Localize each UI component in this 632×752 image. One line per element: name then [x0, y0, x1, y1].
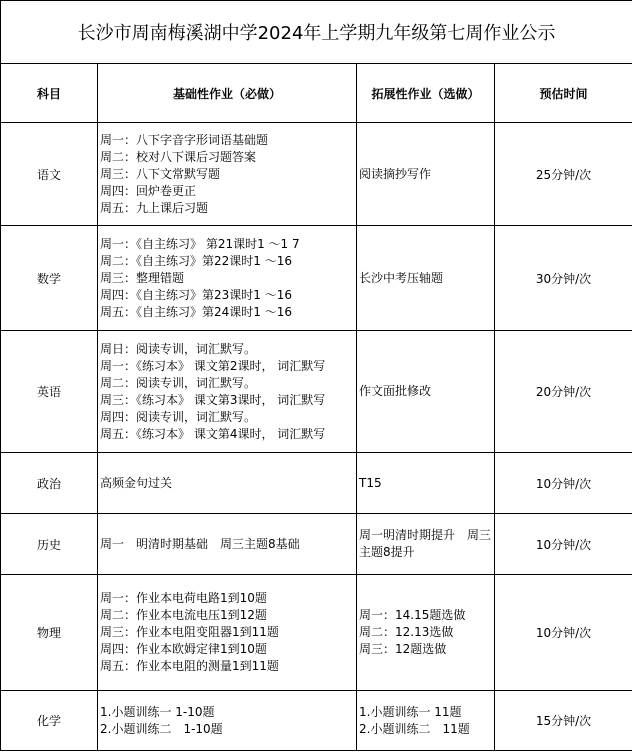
extended-cell: [357, 575, 495, 691]
subject-cell: 英语: [1, 331, 98, 453]
basic-line: 周一：八下字音字形词语基础题: [100, 132, 269, 147]
basic-line: 周三：整理错题: [100, 270, 185, 285]
extended-line: 周二：12.13选做: [359, 625, 454, 639]
basic-line: 周三：作业本电阻变阻器1到11题: [100, 625, 279, 639]
basic-line: 周二：校对八下课后习题答案: [100, 149, 257, 164]
basic-cell: [98, 453, 357, 514]
basic-line: 1.小题训练一 1-10题: [100, 704, 215, 719]
extended-line: 2.小题训练二 11题: [359, 721, 470, 736]
table-row: [1, 123, 632, 226]
header-extended: 拓展性作业（选做）: [357, 64, 495, 123]
basic-cell: [98, 514, 357, 575]
extended-cell: [357, 453, 495, 514]
basic-line: 2.小题训练二 1-10题: [100, 721, 223, 736]
extended-cell: [357, 691, 495, 751]
extended-cell: [357, 514, 495, 575]
table-row: [1, 691, 632, 751]
page-title: 长沙市周南梅溪湖中学2024年上学期九年级第七周作业公示: [1, 1, 632, 64]
basic-line: 周二：阅读专训，词汇默写。: [100, 375, 257, 390]
table-row: [1, 575, 632, 691]
subject-cell: 化学: [1, 691, 98, 751]
basic-line: 周日：阅读专训，词汇默写。: [100, 341, 257, 356]
basic-line: 周一：《练习本》 课文第2课时， 词汇默写: [100, 358, 326, 373]
basic-line: 周一 明清时期基础 周三主题8基础: [100, 536, 300, 551]
time-cell: 30分钟/次: [495, 226, 632, 331]
subject-cell: 数学: [1, 226, 98, 331]
basic-cell: [98, 575, 357, 691]
subject-cell: 历史: [1, 514, 98, 575]
header-basic: 基础性作业（必做）: [98, 64, 357, 123]
table-row: [1, 331, 632, 453]
basic-line: 周五：作业本电阻的测量1到11题: [100, 659, 279, 673]
basic-cell: [98, 123, 357, 226]
basic-cell: [98, 691, 357, 751]
subject-cell: 物理: [1, 575, 98, 691]
extended-line: 作文面批修改: [359, 384, 432, 398]
basic-line: 周二：《自主练习》第22课时1 ～16: [100, 253, 292, 268]
extended-cell: [357, 331, 495, 453]
extended-line: 周一明清时期提升 周三主题8提升: [359, 528, 492, 559]
extended-line: 周一：14.15题选做: [359, 608, 466, 622]
extended-line: 周三：12题选做: [359, 642, 447, 656]
extended-line: 长沙中考压轴题: [359, 270, 444, 285]
extended-cell: [357, 226, 495, 331]
basic-line: 周二：作业本电流电压1到12题: [100, 608, 267, 622]
basic-cell: [98, 331, 357, 453]
table-row: [1, 453, 632, 514]
subject-cell: 语文: [1, 123, 98, 226]
basic-line: 周五：《练习本》 课文第4课时， 词汇默写: [100, 426, 326, 441]
basic-line: 周三：八下文常默写题: [100, 166, 221, 181]
time-cell: 10分钟/次: [495, 575, 632, 691]
extended-line: 1.小题训练一 11题: [359, 704, 462, 719]
basic-line: 周五：《自主练习》第24课时1 ～16: [100, 304, 292, 319]
basic-cell: [98, 226, 357, 331]
table-row: [1, 514, 632, 575]
basic-line: 周四：回炉卷更正: [100, 183, 197, 198]
basic-line: 周一：《自主练习》 第21课时1 ～1 7: [100, 236, 300, 251]
basic-line: 周四：作业本欧姆定律1到10题: [100, 642, 267, 656]
time-cell: 25分钟/次: [495, 123, 632, 226]
header-row: [1, 64, 632, 123]
extended-line: 阅读摘抄写作: [359, 166, 432, 181]
time-cell: 10分钟/次: [495, 453, 632, 514]
header-subject: 科目: [1, 64, 98, 123]
header-time: 预估时间: [495, 64, 632, 123]
time-cell: 15分钟/次: [495, 691, 632, 751]
basic-line: 高频金句过关: [100, 475, 173, 490]
extended-cell: [357, 123, 495, 226]
basic-line: 周四：阅读专训，词汇默写。: [100, 409, 257, 424]
basic-line: 周五：九上课后习题: [100, 200, 209, 215]
basic-line: 周三：《练习本》 课文第3课时， 词汇默写: [100, 392, 326, 407]
time-cell: 20分钟/次: [495, 331, 632, 453]
extended-line: T15: [359, 475, 382, 490]
basic-line: 周四：《自主练习》第23课时1 ～16: [100, 287, 292, 302]
table-row: [1, 226, 632, 331]
subject-cell: 政治: [1, 453, 98, 514]
time-cell: 10分钟/次: [495, 514, 632, 575]
basic-line: 周一：作业本电荷电路1到10题: [100, 591, 267, 605]
